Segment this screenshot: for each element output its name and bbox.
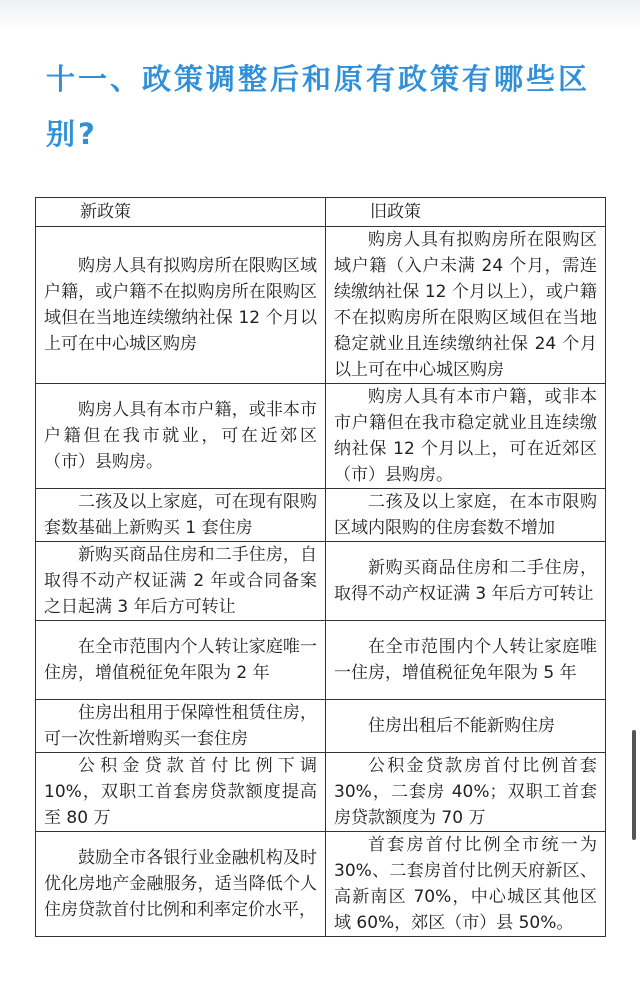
policy-comparison-table-wrapper: [35, 197, 605, 937]
cell-text: 公积金贷款房首付比例首套 30%，二套房 40%；双职工首套房贷款额度为 70 万: [334, 756, 597, 828]
table-row: [36, 621, 606, 700]
table-row: [36, 227, 606, 384]
cell-text: 在全市范围内个人转让家庭唯一住房，增值税征免年限为 5 年: [334, 637, 597, 683]
table-row: [36, 832, 606, 937]
cell-text: 二孩及以上家庭，可在现有限购套数基础上新购买 1 套住房: [44, 492, 317, 538]
policy-comparison-table: [35, 197, 606, 937]
cell-text: 首套房首付比例全市统一为 30%、二套房首付比例天府新区、高新南区 70%，中心城区其他区域 60%，郊区（市）县 50%。: [334, 835, 597, 933]
cell-text: 住房出租后不能新购住房: [368, 716, 555, 736]
cell-text: 购房人具有拟购房所在限购区域户籍（入户未满 24 个月，需连续缴纳社保 12 个月以上），或户籍不在拟购房所在限购区域但在当地稳定就业且连续缴纳社保 24 个月以上可在中心城区购房: [334, 230, 597, 380]
header-old-policy: 旧政策: [326, 198, 606, 227]
cell-text: 新购买商品住房和二手住房，自取得不动产权证满 2 年或合同备案之日起满 3 年后方可转让: [44, 545, 317, 617]
old-policy-cell: [326, 542, 606, 621]
old-policy-cell: [326, 384, 606, 489]
cell-text: 购房人具有本市户籍，或非本市户籍但在我市稳定就业且连续缴纳社保 12 个月以上，可在近郊区（市）县购房。: [334, 387, 597, 485]
table-row: [36, 700, 606, 753]
old-policy-cell: [326, 621, 606, 700]
cell-text: 住房出租用于保障性租赁住房，可一次性新增购买一套住房: [44, 703, 317, 749]
old-policy-cell: [326, 227, 606, 384]
new-policy-cell: [36, 753, 326, 832]
cell-text: 购房人具有本市户籍，或非本市户籍但在我市就业，可在近郊区（市）县购房。: [44, 400, 317, 472]
header-new-policy: 新政策: [36, 198, 326, 227]
new-policy-cell: [36, 227, 326, 384]
top-shadow: [0, 0, 640, 30]
cell-text: 在全市范围内个人转让家庭唯一住房，增值税征免年限为 2 年: [44, 637, 317, 683]
cell-text: 鼓励全市各银行业金融机构及时优化房地产金融服务，适当降低个人住房贷款首付比例和利率定价水平，: [44, 848, 317, 920]
table-header-row: [36, 198, 606, 227]
section-heading: 十一、政策调整后和原有政策有哪些区别?: [46, 62, 591, 151]
cell-text: 购房人具有拟购房所在限购区域户籍，或户籍不在拟购房所在限购区域但在当地连续缴纳社保 12 个月以上可在中心城区购房: [44, 256, 317, 354]
old-policy-cell: [326, 832, 606, 937]
table-row: [36, 753, 606, 832]
new-policy-cell: [36, 384, 326, 489]
new-policy-cell: [36, 700, 326, 753]
table-row: [36, 489, 606, 542]
new-policy-cell: [36, 832, 326, 937]
new-policy-cell: [36, 621, 326, 700]
cell-text: 公积金贷款首付比例下调 10%，双职工首套房贷款额度提高至 80 万: [44, 756, 317, 828]
old-policy-cell: [326, 489, 606, 542]
cell-text: 二孩及以上家庭，在本市限购区域内限购的住房套数不增加: [334, 492, 597, 538]
scrollbar-thumb[interactable]: [632, 730, 636, 840]
old-policy-cell: [326, 700, 606, 753]
table-row: [36, 384, 606, 489]
new-policy-cell: [36, 542, 326, 621]
old-policy-cell: [326, 753, 606, 832]
new-policy-cell: [36, 489, 326, 542]
cell-text: 新购买商品住房和二手住房，取得不动产权证满 3 年后方可转让: [334, 558, 597, 604]
table-row: [36, 542, 606, 621]
